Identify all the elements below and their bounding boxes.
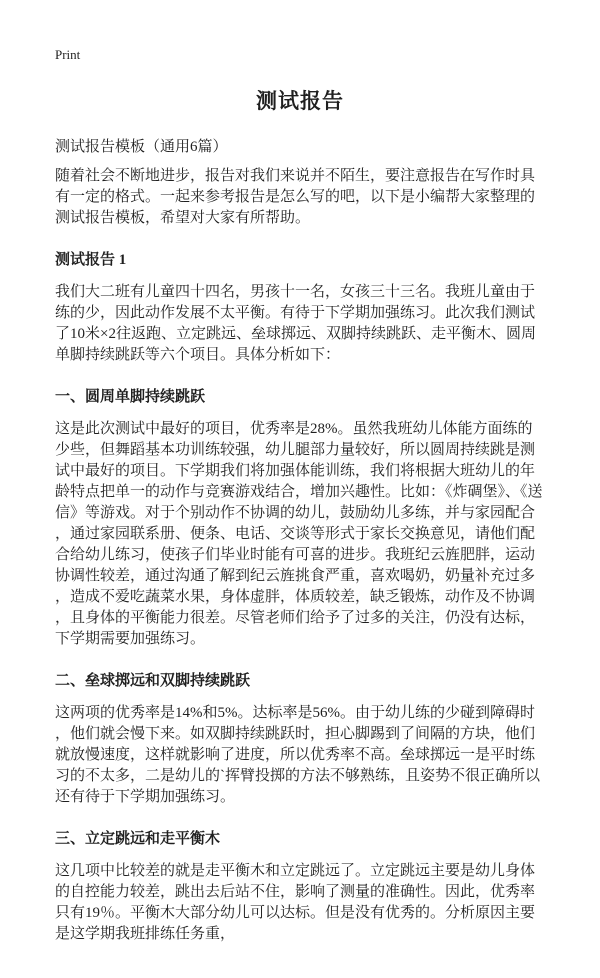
document-title: 测试报告 [256, 89, 344, 113]
section-paragraph-report-1: 我们大二班有儿童四十四名，男孩十一名，女孩三十三名。我班儿童由于练的少，因此动作发展不太平衡。有待于下学期加强练习。此次我们测试了10米×2往返跑、立定跳远、垒球掷远、双脚持续跳跃、走平衡木、圆周单脚持续跳跃等六个项目。具体分析如下： [55, 284, 536, 363]
print-link[interactable]: Print [55, 47, 81, 62]
document-subtitle: 测试报告模板（通用6篇） [55, 139, 228, 155]
section-heading-item-1: 一、圆周单脚持续跳跃 [55, 389, 206, 405]
section-heading-item-3: 三、立定跳远和走平衡木 [55, 831, 221, 847]
section-paragraph-item-1: 这是此次测试中最好的项目，优秀率是28%。虽然我班幼儿体能方面练的少些，但舞蹈基本功训练较强，幼儿腿部力量较好，所以圆周持续跳是测试中最好的项目。下学期我们将加强体能训练，我们将根据大班幼儿的年龄特点把单一的动作与竞赛游戏结合，增加兴趣性。比如：《炸碉堡》、《送信》等游戏。对于个别动作不协调的幼儿，鼓励幼儿多练，并与家园配合，通过家园联系册、便条、电话、交谈等形式于家长交换意见，请他们配合给幼儿练习，使孩子们毕业时能有可喜的进步。我班纪云旌肥胖，运动协调性较差，通过沟通了解到纪云旌挑食严重，喜欢喝奶，奶量补充过多，造成不爱吃蔬菜水果，身体虚胖，体质较差，缺乏锻炼，动作及不协调，且身体的平衡能力很差。尽管老师们给予了过多的关注，仍没有达标，下学期需要加强练习。 [55, 421, 543, 647]
section-heading-item-2: 二、垒球掷远和双脚持续跳跃 [55, 673, 251, 689]
section-paragraph-item-2: 这两项的优秀率是14%和5%。达标率是56%。由于幼儿练的少碰到障碍时，他们就会慢下来。如双脚持续跳跃时，担心脚踢到了间隔的方块，他们就放慢速度，这样就影响了进度，所以优秀率不高。垒球掷远一是平时练习的不太多，二是幼儿的`挥臂投掷的方法不够熟练，且姿势不很正确所以还有待于下学期加强练习。 [55, 705, 540, 805]
section-heading-report-1: 测试报告 1 [55, 252, 127, 268]
intro-paragraph: 随着社会不断地进步，报告对我们来说并不陌生，要注意报告在写作时具有一定的格式。一起来参考报告是怎么写的吧，以下是小编帮大家整理的测试报告模板，希望对大家有所帮助。 [55, 168, 536, 226]
section-paragraph-item-3: 这几项中比较差的就是走平衡木和立定跳远了。立定跳远主要是幼儿身体的自控能力较差，跳出去后站不住，影响了测量的准确性。因此，优秀率只有19％。平衡木大部分幼儿可以达标。但是没有优秀的。分析原因主要是这学期我班排练任务重， [55, 863, 536, 942]
